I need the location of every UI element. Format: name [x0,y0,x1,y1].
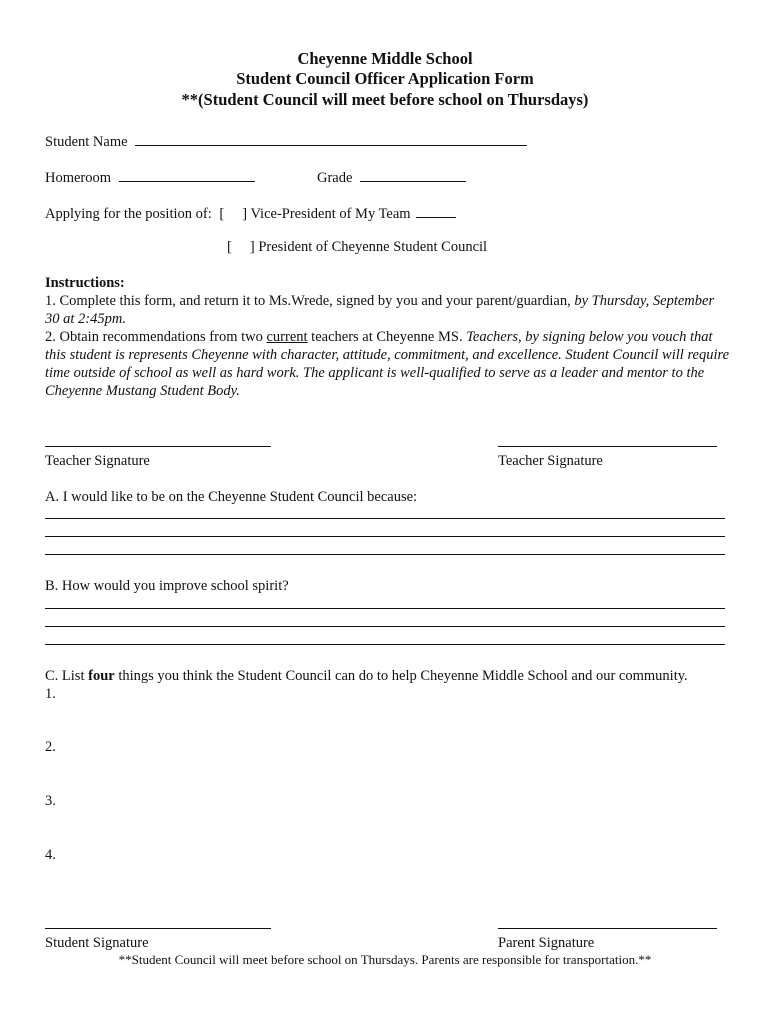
president-option-label: President of Cheyenne Student Council [258,239,488,255]
teacher-signature-line-left[interactable] [45,446,271,447]
teacher-signature-label-left: Teacher Signature [45,453,150,469]
student-name-field[interactable] [135,131,527,146]
instructions-heading: Instructions: [45,275,125,291]
form-title-line1: Cheyenne Middle School [297,49,473,68]
instruction-1-deadline: by Thursday, September 30 at 2:45pm. [45,293,715,327]
form-title-line3: **(Student Council will meet before school on Thursdays) [181,90,589,109]
vp-checkbox-close-bracket: ] [242,206,248,222]
question-c-item-1[interactable]: 1. [45,686,56,702]
president-checkbox[interactable] [227,239,255,255]
question-c-text-pre: C. List [45,668,85,684]
question-c-item-4[interactable]: 4. [45,847,56,863]
question-b-answer-line-1[interactable] [45,608,725,609]
question-c-text-post: things you think the Student Council can do to help Cheyenne Middle School and our community. [118,668,688,684]
instruction-2-text-pre: 2. Obtain recommendations from two [45,329,263,345]
question-c-item-3[interactable]: 3. [45,793,56,809]
grade-row [317,167,466,187]
question-b-answer-line-3[interactable] [45,644,725,645]
question-a-answer-line-3[interactable] [45,554,725,555]
question-b-answer-line-2[interactable] [45,626,725,627]
president-checkbox-open-bracket: [ [227,239,232,255]
position-row-vp [45,203,456,223]
footer-note: **Student Council will meet before school on Thursdays. Parents are responsible for transportation.** [118,952,652,967]
question-c-bold: four [88,668,115,684]
teacher-signature-label-right: Teacher Signature [498,453,603,469]
grade-label: Grade [317,170,353,186]
instruction-2-teacher-note: Teachers, by signing below you vouch that this student is represents Cheyenne with character, attitude, commitment, and excellence. Student Council will require time outside of school as well as hard work. The applicant is well-qualified to serve as a leader and mentor to the Cheyenne Mustang Student Body. [45,329,730,399]
question-c-item-2[interactable]: 2. [45,739,56,755]
question-b-label: B. How would you improve school spirit? [45,578,289,594]
parent-signature-line[interactable] [498,928,717,929]
student-name-row [45,131,527,151]
question-a-answer-line-2[interactable] [45,536,725,537]
instruction-2-underlined: current [266,329,308,345]
applying-label: Applying for the position of: [45,206,212,222]
question-c-label [45,667,688,685]
question-a-answer-line-1[interactable] [45,518,725,519]
student-signature-line[interactable] [45,928,271,929]
homeroom-field[interactable] [119,167,255,182]
vp-checkbox[interactable] [219,206,247,222]
teacher-signature-line-right[interactable] [498,446,717,447]
instruction-item-1 [45,292,730,328]
student-signature-label: Student Signature [45,935,149,951]
form-title-line2: Student Council Officer Application Form [236,69,534,88]
vp-checkbox-open-bracket: [ [219,206,225,222]
instruction-item-2 [45,328,730,400]
position-row-president [227,238,487,256]
student-name-label: Student Name [45,134,128,150]
president-checkbox-close-bracket: ] [249,239,255,255]
instruction-1-text: 1. Complete this form, and return it to Ms.Wrede, signed by you and your parent/guardian, [45,293,571,309]
vp-team-field[interactable] [416,203,456,218]
question-a-label: A. I would like to be on the Cheyenne Student Council because: [45,489,418,505]
homeroom-row [45,167,255,187]
parent-signature-label: Parent Signature [498,935,595,951]
instruction-2-text-post: teachers at Cheyenne MS. [311,329,463,345]
homeroom-label: Homeroom [45,170,112,186]
vp-option-label: Vice-President of My Team [250,206,411,222]
grade-field[interactable] [360,167,466,182]
